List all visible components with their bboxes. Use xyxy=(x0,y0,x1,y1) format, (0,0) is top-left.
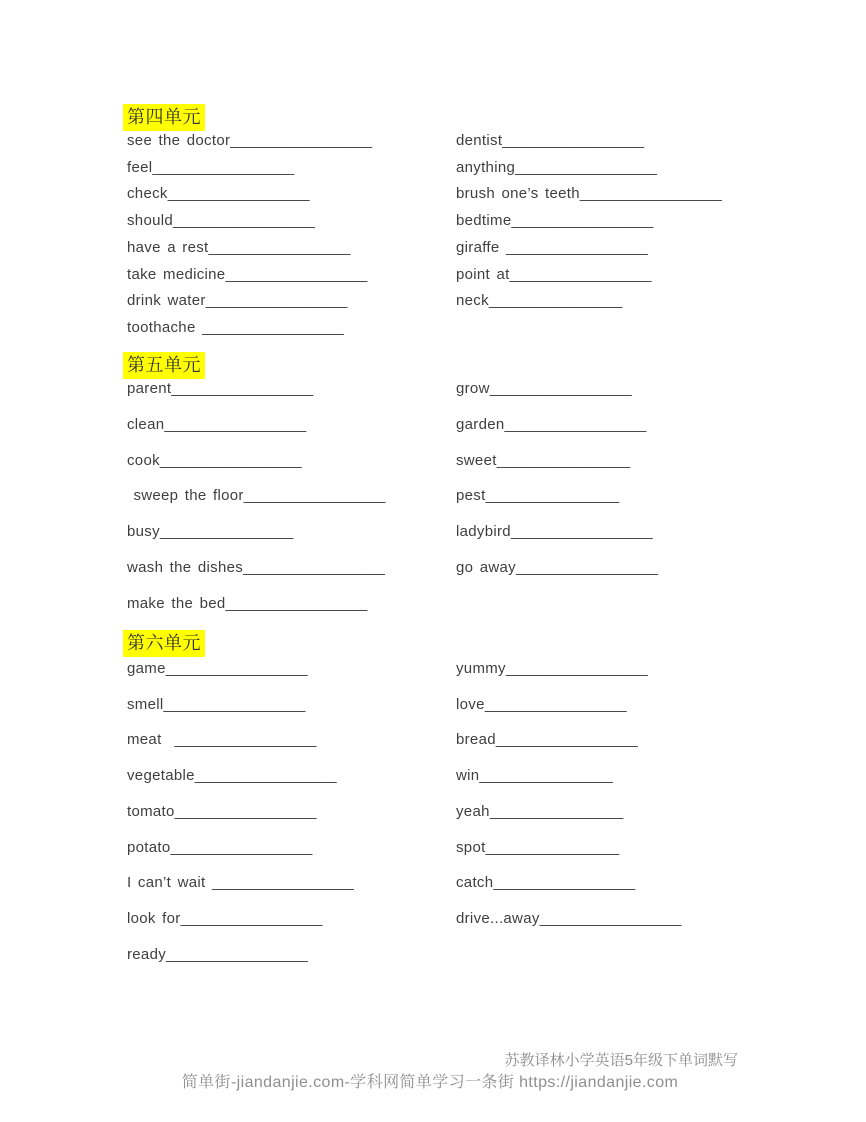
word-label: cook xyxy=(127,451,160,469)
answer-blank: _________________ xyxy=(159,451,302,469)
answer-blank: _________________ xyxy=(506,238,648,256)
vocab-item xyxy=(127,288,456,315)
answer-blank: _________________ xyxy=(174,802,317,820)
vocab-item xyxy=(127,586,456,622)
word-label: love xyxy=(456,695,485,713)
answer-blank: _________________ xyxy=(167,185,310,203)
word-label: clean xyxy=(127,415,165,433)
unit-title-highlight: 第五单元 xyxy=(123,352,205,379)
answer-blank: ________________ xyxy=(489,802,624,820)
word-label: go away xyxy=(456,558,516,576)
word-label: neck xyxy=(456,292,489,310)
two-column-word-list xyxy=(127,128,836,342)
answer-blank: _________________ xyxy=(489,380,632,397)
vocab-item xyxy=(127,155,456,182)
answer-blank: _________________ xyxy=(171,380,314,397)
answer-blank: _________________ xyxy=(152,158,295,176)
word-label: garden xyxy=(456,415,505,433)
answer-blank: _________________ xyxy=(484,695,627,713)
vocab-item xyxy=(127,407,456,443)
vocab-item xyxy=(456,758,836,794)
word-label: meat xyxy=(127,731,175,749)
right-column xyxy=(456,128,836,342)
word-label: take medicine xyxy=(127,265,226,283)
answer-blank: ________________ xyxy=(159,523,294,541)
word-label: toothache xyxy=(127,318,203,336)
word-label: catch xyxy=(456,874,494,892)
vocab-item xyxy=(127,901,456,937)
word-label: sweep the floor xyxy=(127,487,244,505)
vocab-item xyxy=(127,687,456,723)
unit-section-6 xyxy=(127,630,836,972)
answer-blank: _________________ xyxy=(243,558,385,576)
word-label: dentist xyxy=(456,132,503,149)
word-label: look for xyxy=(127,909,181,927)
answer-blank: ________________ xyxy=(479,767,613,785)
answer-blank: _________________ xyxy=(205,292,348,310)
vocab-item xyxy=(456,155,836,182)
answer-blank: _________________ xyxy=(493,874,636,892)
answer-blank: _________________ xyxy=(170,838,313,856)
unit-title-highlight: 第六单元 xyxy=(123,630,205,657)
word-label: yeah xyxy=(456,802,490,820)
unit-title-highlight: 第四单元 xyxy=(123,104,205,131)
vocab-item xyxy=(456,651,836,687)
answer-blank: _________________ xyxy=(166,945,308,963)
vocab-item xyxy=(127,315,456,342)
word-label: win xyxy=(456,767,480,785)
right-column xyxy=(456,371,836,622)
word-label: giraffe xyxy=(456,238,506,256)
answer-blank: _________________ xyxy=(539,909,682,927)
word-label: bread xyxy=(456,731,496,749)
word-label: have a rest xyxy=(127,238,209,256)
vocab-item xyxy=(456,407,836,443)
word-label: potato xyxy=(127,838,171,856)
word-label: vegetable xyxy=(127,767,195,785)
word-label: brush one’s teeth xyxy=(456,185,580,203)
unit-section-5 xyxy=(127,352,836,622)
vocab-item xyxy=(456,794,836,830)
vocab-item xyxy=(127,128,456,155)
answer-blank: _________________ xyxy=(502,132,645,149)
answer-blank: _________________ xyxy=(579,185,722,203)
answer-blank: _________________ xyxy=(511,212,654,230)
footer-site-link-text: 简单街-jiandanjie.com-学科网简单学习一条街 https://jiandanjie.com xyxy=(181,1074,679,1091)
answer-blank: _________________ xyxy=(163,695,306,713)
vocab-item xyxy=(456,262,836,289)
word-label: game xyxy=(127,660,166,677)
answer-blank: _________________ xyxy=(164,415,307,433)
word-label: ready xyxy=(127,945,167,963)
vocab-item xyxy=(127,371,456,407)
vocab-item xyxy=(456,128,836,155)
word-label: feel xyxy=(127,158,153,176)
word-label: yummy xyxy=(456,660,506,677)
answer-blank: _________________ xyxy=(515,558,658,576)
vocab-item xyxy=(127,443,456,479)
answer-blank: _________________ xyxy=(202,318,344,336)
vocab-item xyxy=(456,478,836,514)
answer-blank: _________________ xyxy=(225,265,368,283)
word-label: smell xyxy=(127,695,164,713)
two-column-word-list xyxy=(127,651,836,972)
answer-blank: _________________ xyxy=(505,660,648,677)
vocab-item xyxy=(456,235,836,262)
word-label: make the bed xyxy=(127,594,226,612)
word-label: should xyxy=(127,212,174,230)
vocab-item xyxy=(127,722,456,758)
vocab-item xyxy=(456,208,836,235)
word-label: grow xyxy=(456,380,490,397)
word-label: ladybird xyxy=(456,523,511,541)
word-label: busy xyxy=(127,523,160,541)
answer-blank: _________________ xyxy=(515,158,657,176)
answer-blank: _________________ xyxy=(173,212,315,230)
answer-blank: _________________ xyxy=(509,265,652,283)
word-label: sweet xyxy=(456,451,497,469)
left-column xyxy=(127,651,456,972)
vocab-item xyxy=(127,865,456,901)
word-label: see the doctor xyxy=(127,132,231,149)
word-label: parent xyxy=(127,380,172,397)
vocab-item xyxy=(127,758,456,794)
vocab-item xyxy=(127,208,456,235)
word-label: check xyxy=(127,185,168,203)
answer-blank: _________________ xyxy=(208,238,351,256)
vocab-item xyxy=(456,288,836,315)
unit-section-4 xyxy=(127,104,836,342)
vocab-item xyxy=(127,550,456,586)
vocab-item xyxy=(456,550,836,586)
answer-blank: ________________ xyxy=(496,451,631,469)
answer-blank: _________________ xyxy=(194,767,337,785)
answer-blank: ________________ xyxy=(485,487,620,505)
answer-blank: _________________ xyxy=(510,523,653,541)
vocab-item xyxy=(456,830,836,866)
word-label: anything xyxy=(456,158,516,176)
vocab-item xyxy=(456,371,836,407)
vocab-item xyxy=(456,722,836,758)
word-label: spot xyxy=(456,838,486,856)
vocab-item xyxy=(127,651,456,687)
left-column xyxy=(127,371,456,622)
word-label: pest xyxy=(456,487,486,505)
vocab-item xyxy=(456,687,836,723)
answer-blank: ________________ xyxy=(485,838,620,856)
vocab-item xyxy=(127,235,456,262)
vocab-item xyxy=(127,937,456,973)
footer-attribution-text: 苏教译林小学英语5年级下单词默写 xyxy=(504,1052,738,1069)
vocab-item xyxy=(127,830,456,866)
answer-blank: _________________ xyxy=(230,132,373,149)
vocab-item xyxy=(127,514,456,550)
right-column xyxy=(456,651,836,972)
vocab-item xyxy=(127,478,456,514)
vocab-item xyxy=(456,514,836,550)
answer-blank: _________________ xyxy=(225,594,368,612)
answer-blank: _________________ xyxy=(174,731,317,749)
answer-blank: _________________ xyxy=(211,874,354,892)
answer-blank: _________________ xyxy=(243,487,386,505)
answer-blank: ________________ xyxy=(488,292,623,310)
answer-blank: _________________ xyxy=(165,660,308,677)
word-label: I can’t wait xyxy=(127,874,212,892)
vocab-item xyxy=(456,901,836,937)
vocab-item xyxy=(456,443,836,479)
vocab-item xyxy=(127,181,456,208)
word-label: bedtime xyxy=(456,212,512,230)
vocab-item xyxy=(127,794,456,830)
vocab-item xyxy=(127,262,456,289)
word-label: point at xyxy=(456,265,510,283)
answer-blank: _________________ xyxy=(495,731,638,749)
left-column xyxy=(127,128,456,342)
two-column-word-list xyxy=(127,371,836,622)
word-label: drive...away xyxy=(456,909,540,927)
word-label: wash the dishes xyxy=(127,558,244,576)
vocab-item xyxy=(456,181,836,208)
word-label: tomato xyxy=(127,802,175,820)
vocab-item xyxy=(456,865,836,901)
answer-blank: _________________ xyxy=(180,909,323,927)
answer-blank: _________________ xyxy=(504,415,647,433)
word-label: drink water xyxy=(127,292,206,310)
